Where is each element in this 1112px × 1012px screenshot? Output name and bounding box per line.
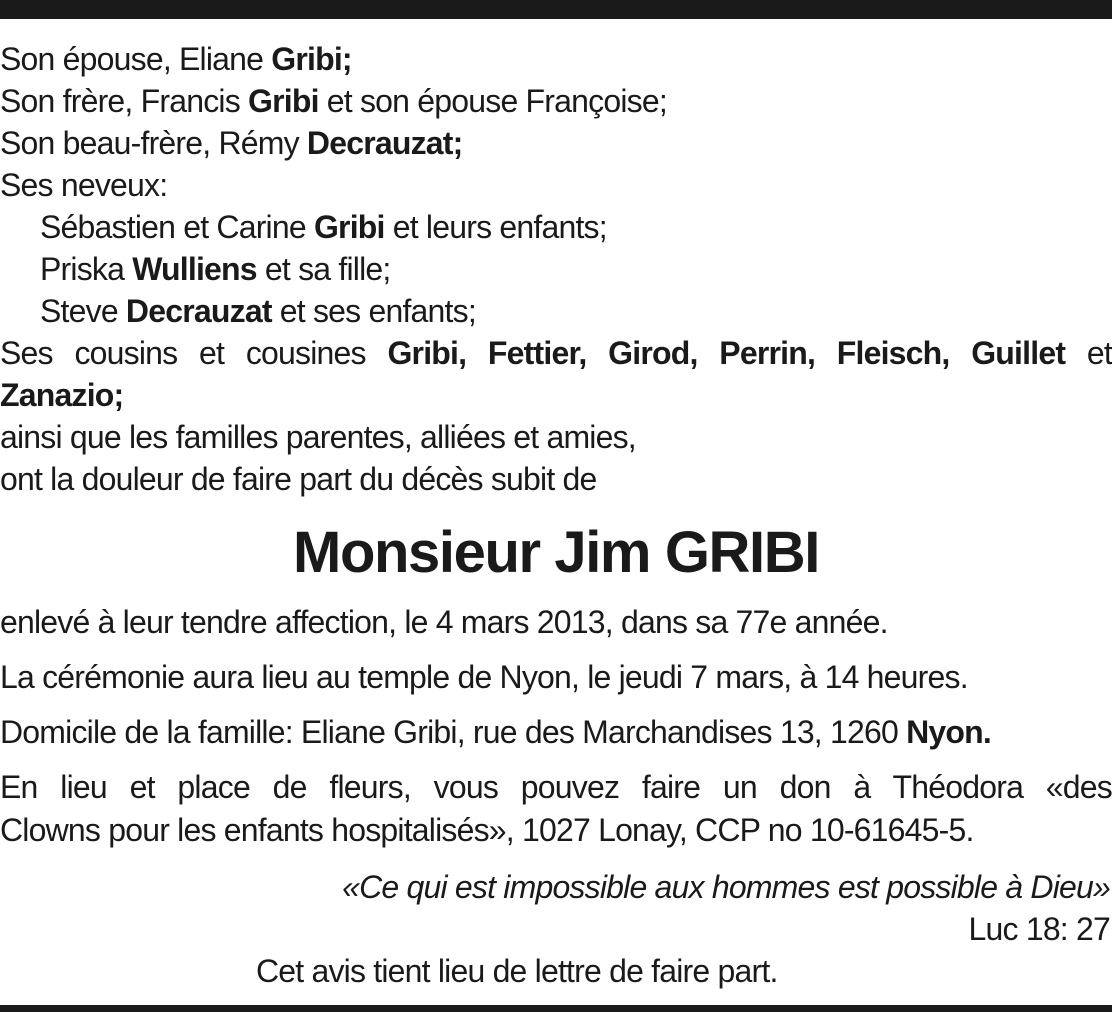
nephew-surname: Decrauzat	[125, 293, 272, 329]
brother-suffix: et son épouse Françoise;	[318, 83, 667, 119]
closing-note: Cet avis tient lieu de lettre de faire part.	[256, 953, 778, 989]
nephew-suffix: et ses enfants;	[271, 293, 476, 329]
domicile-city: Nyon.	[906, 714, 991, 750]
spouse-surname: Gribi;	[271, 41, 352, 77]
details-section	[0, 601, 1112, 852]
passing-text: enlevé à leur tendre affection, le 4 mars 2013, dans sa 77e année.	[0, 604, 888, 640]
domicile-line	[0, 711, 1112, 754]
donation-line-2: Clowns pour les enfants hospitalisés», 1027 Lonay, CCP no 10-61645-5.	[0, 812, 974, 848]
nephew-text: Priska	[40, 251, 133, 287]
family-list	[0, 38, 1112, 500]
ceremony-text: La cérémonie aura lieu au temple de Nyon, le jeudi 7 mars, à 14 heures.	[0, 659, 968, 695]
nephews-label: Ses neveux:	[0, 167, 168, 203]
cousins-text: Ses cousins et cousines	[0, 335, 388, 371]
domicile-text: Domicile de la famille: Eliane Gribi, rue des Marchandises 13, 1260	[0, 714, 907, 750]
top-border-rule	[0, 0, 1112, 19]
nephew-line	[0, 206, 1112, 248]
announcement-line: ont la douleur de faire part du décès subit de	[0, 461, 597, 497]
donation-paragraph	[0, 766, 1112, 852]
donation-line-1: En lieu et place de fleurs, vous pouvez faire un don à Théodora «des	[0, 769, 1112, 805]
bible-quote: «Ce qui est impossible aux hommes est possible à Dieu»	[342, 869, 1110, 905]
brother-text: Son frère, Francis	[0, 83, 249, 119]
nephew-surname: Wulliens	[132, 251, 257, 287]
brother-in-law-text: Son beau-frère, Rémy	[0, 125, 307, 161]
bottom-border-rule	[0, 1005, 1112, 1012]
nephew-surname: Gribi	[313, 209, 385, 245]
cousins-last-line	[0, 374, 1112, 416]
nephew-suffix: et leurs enfants;	[384, 209, 607, 245]
brother-in-law-surname: Decrauzat;	[306, 125, 463, 161]
brother-surname: Gribi	[248, 83, 319, 119]
brother-in-law-line	[0, 122, 1112, 164]
cousins-line	[0, 332, 1112, 374]
nephew-line	[0, 248, 1112, 290]
cousins-last-surname: Zanazio;	[0, 377, 124, 413]
nephew-suffix: et sa fille;	[256, 251, 391, 287]
nephew-text: Steve	[40, 293, 126, 329]
cousins-surnames: Gribi, Fettier, Girod, Perrin, Fleisch, Guillet	[387, 335, 1066, 371]
quote-reference: Luc 18: 27	[968, 911, 1110, 947]
nephew-text: Sébastien et Carine	[40, 209, 314, 245]
nephew-line	[0, 290, 1112, 332]
cousins-connector: et	[1065, 335, 1112, 371]
brother-line	[0, 80, 1112, 122]
deceased-name: Monsieur Jim GRIBI	[293, 520, 819, 585]
spouse-line	[0, 38, 1112, 80]
others-line: ainsi que les familles parentes, alliées et amies,	[0, 419, 636, 455]
spouse-text: Son épouse, Eliane	[0, 41, 272, 77]
